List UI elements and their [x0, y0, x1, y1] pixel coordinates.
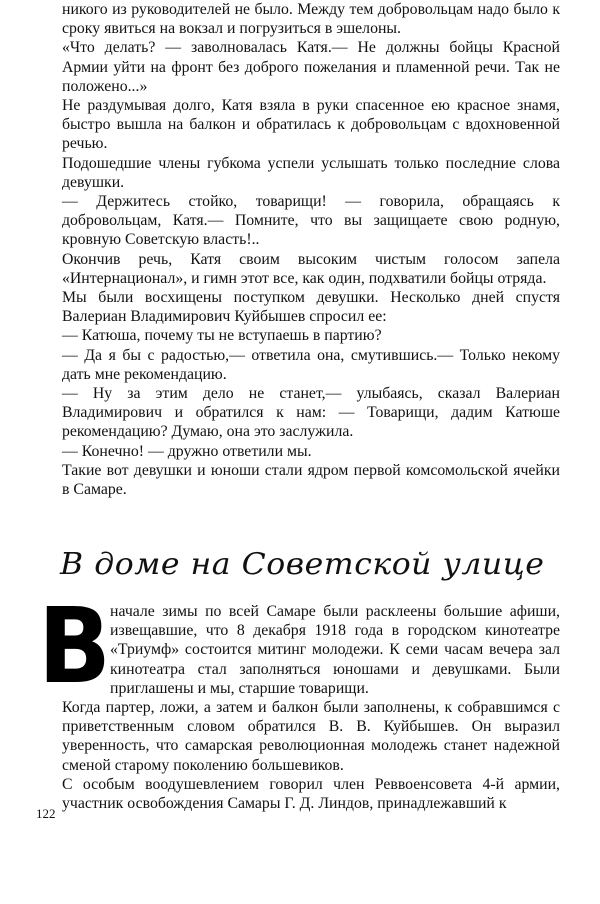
paragraph: никого из руководителей не было. Между тем добровольцам надо было к сроку явиться на вокзал и погрузиться в эшелоны.	[62, 1, 560, 38]
paragraph: — Держитесь стойко, товарищи! — говорила, обращаясь к добровольцам, Катя.— Помните, что вы защищаете свою родную, кровную Советскую власть!..	[62, 193, 560, 249]
section-one-text	[62, 0, 560, 499]
paragraph: Не раздумывая долго, Катя взяла в руки спасенное ею красное знамя, быстро вышла на балкон и обратилась к добровольцам с вдохновенной речью.	[62, 97, 560, 153]
chapter-heading: В доме на Советской улице	[60, 547, 545, 582]
paragraph: — Да я бы с радостью,— ответила она, смутившись.— Только некому дать мне рекомендацию.	[62, 346, 560, 383]
paragraph: — Катюша, почему ты не вступаешь в партию?	[62, 327, 382, 345]
paragraph: Окончив речь, Катя своим высоким чистым голосом запела «Интернационал», и гимн этот все, как один, подхватили бойцы отряда.	[62, 250, 560, 287]
paragraph: Мы были восхищены поступком девушки. Несколько дней спустя Валериан Владимирович Куйбышев спросил ее:	[62, 289, 560, 326]
paragraph: «Что делать? — заволновалась Катя.— Не должны бойцы Красной Армии уйти на фронт без доброго пожелания и пламенной речи. Так не положено...»	[62, 39, 560, 95]
paragraph: Когда партер, ложи, а затем и балкон были заполнены, к собравшимся с приветственным словом обратился В. В. Куйбышев. Он выразил уверенность, что самарская революционная молодежь станет надежной сменой старому поколению большевиков.	[62, 699, 560, 774]
paragraph: Подошедшие члены губкома успели услышать только последние слова девушки.	[62, 154, 560, 191]
paragraph: Такие вот девушки и юноши стали ядром первой комсомольской ячейки в Самаре.	[62, 461, 560, 499]
section-two-text	[62, 602, 560, 813]
paragraph: — Конечно! — дружно ответили мы.	[62, 442, 312, 460]
paragraph: начале зимы по всей Самаре были расклеены большие афиши, извещавшие, что 8 декабря 1918 года в городском кинотеатре «Триумф» состоится митинг молодежи. К семи часам вечера зал кинотеатра стал заполняться юношами и девушками. Были приглашены и мы, старшие товарищи.	[110, 603, 560, 697]
paragraph: — Ну за этим дело не станет,— улыбаясь, сказал Валериан Владимирович и обратился к нам: — Товарищи, дадим Катюше рекомендацию? Думаю, она это заслужила.	[62, 385, 560, 441]
drop-cap: В	[38, 585, 111, 707]
paragraph: С особым воодушевлением говорил член Реввоенсовета 4-й армии, участник освобождения Самары Г. Д. Линдов, принадлежавший к	[62, 775, 560, 813]
page-number: 122	[36, 806, 56, 821]
